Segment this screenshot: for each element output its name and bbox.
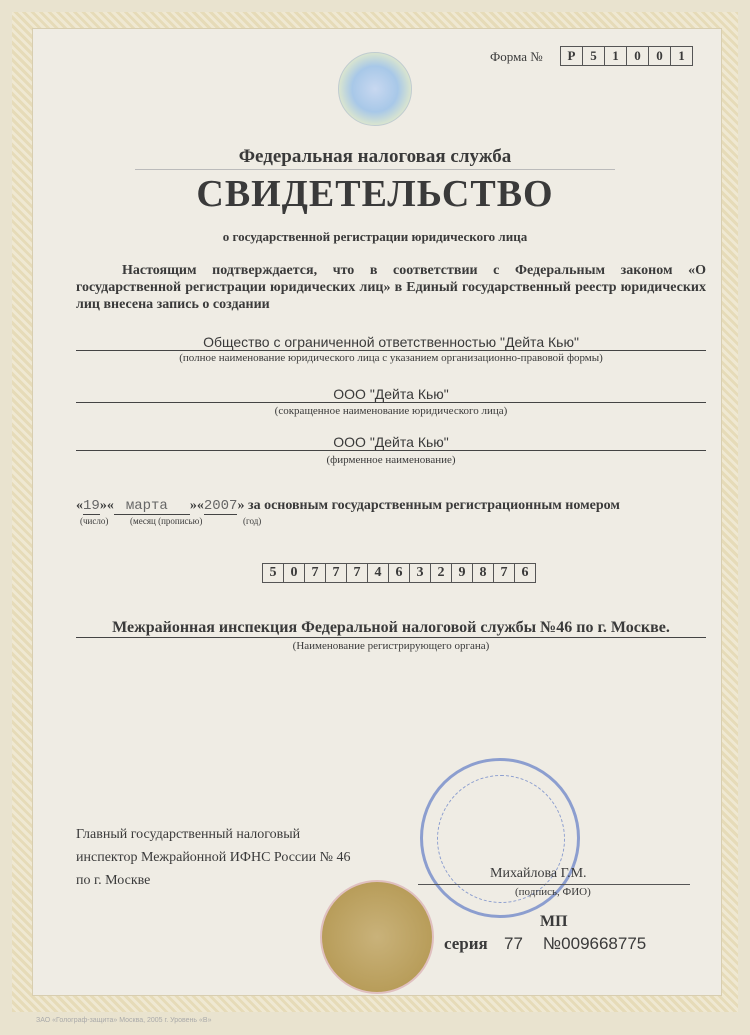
ogrn-cell: 7	[305, 563, 326, 583]
signatory-line: Главный государственный налоговый	[76, 827, 301, 842]
form-code-cell: 5	[583, 46, 605, 66]
brand-name-caption: (фирменное наименование)	[326, 454, 456, 466]
form-code	[560, 46, 693, 66]
ogrn-cell: 4	[368, 563, 389, 583]
full-name-field: Общество с ограниченной ответственностью "Дейта Кью"	[76, 334, 706, 351]
full-name-caption: (полное наименование юридического лица с указанием организационно-правовой формы)	[179, 352, 603, 364]
divider	[135, 169, 615, 170]
day-caption: (число)	[80, 516, 109, 526]
date-year: 2007	[203, 498, 238, 514]
ogrn-cell: 2	[431, 563, 452, 583]
signature-caption: (подпись, ФИО)	[515, 886, 591, 898]
seal-place-label: МП	[540, 913, 568, 930]
ogrn-number	[262, 563, 536, 583]
brand-name-field: ООО "Дейта Кью"	[76, 434, 706, 451]
short-name-caption: (сокращенное наименование юридического лица)	[274, 405, 508, 417]
intro-paragraph	[76, 262, 706, 313]
form-code-cell: 0	[627, 46, 649, 66]
gold-seal	[320, 880, 434, 994]
document-subtitle: о государственной регистрации юридического лица	[222, 229, 528, 244]
signatory-name: Михайлова Г.М.	[490, 866, 587, 881]
ogrn-cell: 8	[473, 563, 494, 583]
hologram-emblem	[338, 52, 412, 126]
ogrn-cell: 7	[347, 563, 368, 583]
signature-line	[418, 884, 690, 885]
ogrn-cell: 5	[262, 563, 284, 583]
ogrn-cell: 6	[389, 563, 410, 583]
signatory-title	[76, 823, 350, 892]
ogrn-cell: 6	[515, 563, 536, 583]
signatory-line: по г. Москве	[76, 873, 151, 888]
ogrn-cell: 9	[452, 563, 473, 583]
month-caption: (месяц (прописью)	[130, 516, 203, 526]
blank-number: №009668775	[542, 934, 647, 953]
series-value: 77	[504, 934, 523, 953]
year-caption: (год)	[243, 516, 262, 526]
series-number	[444, 934, 646, 954]
form-label: Форма №	[490, 49, 543, 64]
short-name-field: ООО "Дейта Кью"	[76, 386, 706, 403]
form-code-cell: 0	[649, 46, 671, 66]
signatory-line: инспектор Межрайонной ИФНС России № 46	[76, 850, 351, 865]
series-label: серия	[444, 934, 488, 953]
registering-authority: Межрайонная инспекция Федеральной налоговой службы №46 по г. Москве.	[76, 619, 706, 638]
intro-text: Настоящим подтверждается, что в соответствии с Федеральным законом «О государственной регистрации юридических лиц» в Единый государственный реестр юридических лиц внесена запись о создании	[76, 263, 706, 312]
form-code-cell: 1	[605, 46, 627, 66]
form-code-cell: Р	[560, 46, 583, 66]
document-title: СВИДЕТЕЛЬСТВО	[196, 173, 554, 215]
date-month: марта	[114, 498, 190, 515]
date-day: 19	[83, 498, 100, 514]
registration-date: «19»« марта »«2007» за основным государственным регистрационным номером	[76, 498, 620, 514]
printer-imprint: ЗАО «Голограф-защита» Москва, 2005 г. Уровень «В»	[36, 1017, 212, 1024]
ogrn-cell: 0	[284, 563, 305, 583]
ogrn-cell: 7	[494, 563, 515, 583]
ogrn-cell: 3	[410, 563, 431, 583]
date-tail: за основным государственным регистрационным номером	[247, 498, 620, 513]
form-code-cell: 1	[671, 46, 693, 66]
authority-caption: (Наименование регистрирующего органа)	[292, 640, 490, 652]
ogrn-cell: 7	[326, 563, 347, 583]
agency-name: Федеральная налоговая служба	[238, 146, 512, 167]
